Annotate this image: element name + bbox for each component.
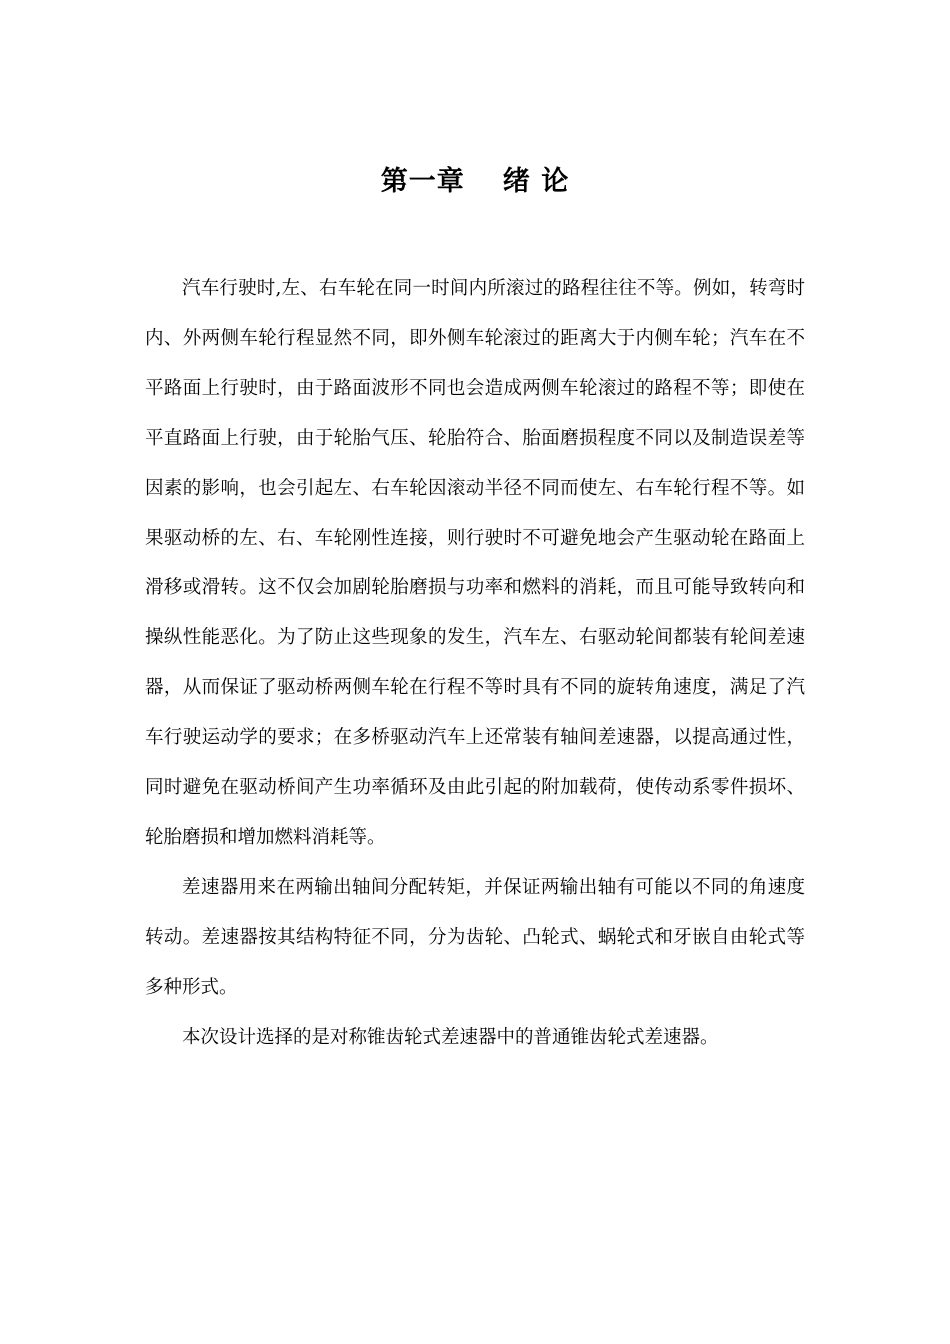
chapter-body [145, 264, 805, 1063]
chapter-title [0, 160, 950, 204]
paragraph-2: 差速器用来在两输出轴间分配转矩，并保证两输出轴有可能以不同的角速度转动。差速器按其结构特征不同，分为齿轮、凸轮式、蜗轮式和牙嵌自由轮式等多种形式。 [145, 876, 805, 998]
chapter-number: 第一章 [380, 166, 465, 197]
paragraph-3: 本次设计选择的是对称锥齿轮式差速器中的普通锥齿轮式差速器。 [182, 1026, 719, 1048]
chapter-name: 绪 论 [502, 166, 570, 197]
paragraph-1: 汽车行驶时,左、右车轮在同一时间内所滚过的路程往往不等。例如，转弯时内、外两侧车轮行程显然不同，即外侧车轮滚过的距离大于内侧车轮；汽车在不平路面上行驶时，由于路面波形不同也会造成两侧车轮滚过的路程不等；即使在平直路面上行驶，由于轮胎气压、轮胎符合、胎面磨损程度不同以及制造误差等因素的影响，也会引起左、右车轮因滚动半径不同而使左、右车轮行程不等。如果驱动桥的左、右、车轮刚性连接，则行驶时不可避免地会产生驱动轮在路面上滑移或滑转。这不仅会加剧轮胎磨损与功率和燃料的消耗，而且可能导致转向和操纵性能恶化。为了防止这些现象的发生，汽车左、右驱动轮间都装有轮间差速器，从而保证了驱动桥两侧车轮在行程不等时具有不同的旋转角速度，满足了汽车行驶运动学的要求；在多桥驱动汽车上还常装有轴间差速器，以提高通过性，同时避免在驱动桥间产生功率循环及由此引起的附加载荷，使传动系零件损坏、轮胎磨损和增加燃料消耗等。 [145, 278, 805, 848]
